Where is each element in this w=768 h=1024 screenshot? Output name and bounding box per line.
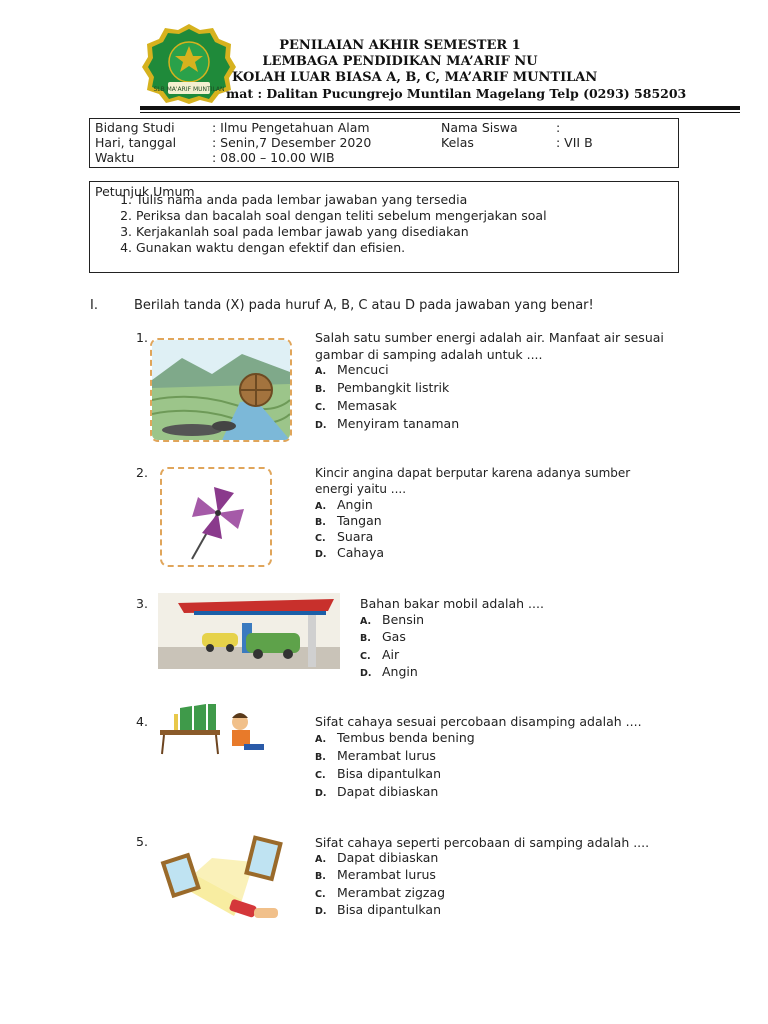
question-number: 1. <box>136 330 148 345</box>
question-text: Sifat cahaya sesuai percobaan disamping adalah .... <box>315 714 642 729</box>
option-c[interactable] <box>360 647 399 662</box>
option-text: Merambat lurus <box>337 748 436 763</box>
petunjuk-item: 2. Periksa dan bacalah soal dengan teliti sebelum mengerjakan soal <box>136 208 696 224</box>
question-5-image <box>156 830 296 928</box>
option-letter: C. <box>315 889 326 900</box>
option-letter: C. <box>315 770 326 781</box>
option-d[interactable] <box>315 416 459 431</box>
option-c[interactable] <box>315 529 373 544</box>
question-number: 5. <box>136 834 148 849</box>
option-c[interactable] <box>315 885 445 900</box>
option-letter: B. <box>315 517 326 528</box>
petunjuk-item: 3. Kerjakanlah soal pada lembar jawab yang disediakan <box>136 224 696 240</box>
option-text: Bisa dipantulkan <box>337 902 442 917</box>
bidang-label: Bidang Studi <box>95 120 175 135</box>
question-text: Salah satu sumber energi adalah air. Manfaat air sesuai gambar di samping adalah untuk .... <box>315 330 664 362</box>
option-text: Dapat dibiaskan <box>337 850 439 865</box>
option-a[interactable] <box>315 730 475 745</box>
waktu-label: Waktu <box>95 150 135 165</box>
header-address: mat : Dalitan Pucungrejo Muntilan Magelang Telp (0293) 585203 <box>226 86 687 101</box>
option-text: Air <box>382 647 400 662</box>
petunjuk-item: 1. Tulis nama anda pada lembar jawaban yang tersedia <box>136 192 696 208</box>
option-letter: C. <box>315 533 326 544</box>
header-title-1: PENILAIAN AKHIR SEMESTER 1 <box>279 38 521 53</box>
waktu-value: : 08.00 – 10.00 WIB <box>212 150 335 165</box>
option-d[interactable] <box>315 545 384 560</box>
option-b[interactable] <box>315 748 436 763</box>
bidang-value: : Ilmu Pengetahuan Alam <box>212 120 370 135</box>
question-text: Bahan bakar mobil adalah .... <box>360 596 544 611</box>
option-b[interactable] <box>315 513 382 528</box>
option-text: Merambat zigzag <box>337 885 446 900</box>
option-letter: B. <box>315 384 326 395</box>
question-3-image <box>158 593 340 669</box>
option-letter: A. <box>360 616 372 627</box>
option-letter: A. <box>315 366 327 377</box>
header-rule-thick <box>140 106 740 110</box>
gas-station-illustration <box>158 593 340 669</box>
option-b[interactable] <box>315 380 449 395</box>
option-text: Bensin <box>382 612 425 627</box>
nama-label: Nama Siswa <box>441 120 518 135</box>
kelas-value: : VII B <box>556 135 593 150</box>
question-number: 2. <box>136 465 148 480</box>
light-experiment-illustration <box>156 700 280 760</box>
option-letter: A. <box>315 501 327 512</box>
kelas-label: Kelas <box>441 135 474 150</box>
option-text: Cahaya <box>337 545 385 560</box>
option-b[interactable] <box>360 629 406 644</box>
petunjuk-item: 4. Gunakan waktu dengan efektif dan efisien. <box>136 240 696 256</box>
question-text: Kincir angina dapat berputar karena adanya sumber energi yaitu .... <box>315 466 631 496</box>
hari-label: Hari, tanggal <box>95 135 177 150</box>
option-a[interactable] <box>315 497 373 512</box>
option-letter: B. <box>360 633 371 644</box>
question-number: 3. <box>136 596 148 611</box>
option-c[interactable] <box>315 398 397 413</box>
option-text: Pembangkit listrik <box>337 380 450 395</box>
option-text: Memasak <box>337 398 397 413</box>
option-letter: D. <box>360 668 372 679</box>
option-letter: D. <box>315 906 327 917</box>
option-a[interactable] <box>360 612 424 627</box>
header-title-2: LEMBAGA PENDIDIKAN MA’ARIF NU <box>262 54 538 69</box>
header-title-3: KOLAH LUAR BIASA A, B, C, MA’ARIF MUNTILAN <box>232 70 598 85</box>
header-rule-thin <box>140 112 740 113</box>
school-logo <box>140 22 238 104</box>
option-text: Mencuci <box>337 362 389 377</box>
option-a[interactable] <box>315 850 438 865</box>
option-text: Bisa dipantulkan <box>337 766 442 781</box>
watermill-illustration <box>152 340 290 440</box>
pinwheel-illustration <box>162 469 270 565</box>
nama-value: : <box>556 120 561 135</box>
option-text: Merambat lurus <box>337 867 436 882</box>
question-text: Sifat cahaya seperti percobaan di samping adalah .... <box>315 835 650 850</box>
option-d[interactable] <box>360 664 418 679</box>
option-d[interactable] <box>315 784 438 799</box>
option-text: Dapat dibiaskan <box>337 784 439 799</box>
option-text: Menyiram tanaman <box>337 416 460 431</box>
option-text: Tangan <box>337 513 382 528</box>
option-letter: A. <box>315 734 327 745</box>
option-text: Gas <box>382 629 406 644</box>
question-1-image-frame <box>150 338 292 442</box>
option-letter: D. <box>315 549 327 560</box>
section-instruction: Berilah tanda (X) pada huruf A, B, C atau D pada jawaban yang benar! <box>134 298 594 313</box>
option-a[interactable] <box>315 362 389 377</box>
question-4-image <box>156 700 280 760</box>
option-c[interactable] <box>315 766 441 781</box>
option-letter: A. <box>315 854 327 865</box>
option-letter: D. <box>315 788 327 799</box>
option-letter: B. <box>315 871 326 882</box>
option-letter: C. <box>315 402 326 413</box>
option-text: Angin <box>337 497 373 512</box>
option-letter: C. <box>360 651 371 662</box>
question-2-image-frame <box>160 467 272 567</box>
petunjuk-title: Petunjuk Umum <box>95 184 195 199</box>
hari-value: : Senin,7 Desember 2020 <box>212 135 372 150</box>
option-text: Tembus benda bening <box>337 730 475 745</box>
question-number: 4. <box>136 714 148 729</box>
section-numeral: I. <box>90 298 98 313</box>
mirror-reflection-illustration <box>156 830 296 928</box>
petunjuk-list <box>98 192 696 256</box>
option-text: Suara <box>337 529 374 544</box>
option-text: Angin <box>382 664 418 679</box>
logo-text: SLB MA'ARIF MUNTILAN <box>153 86 225 93</box>
option-letter: B. <box>315 752 326 763</box>
option-letter: D. <box>315 420 327 431</box>
option-d[interactable] <box>315 902 441 917</box>
option-b[interactable] <box>315 867 436 882</box>
